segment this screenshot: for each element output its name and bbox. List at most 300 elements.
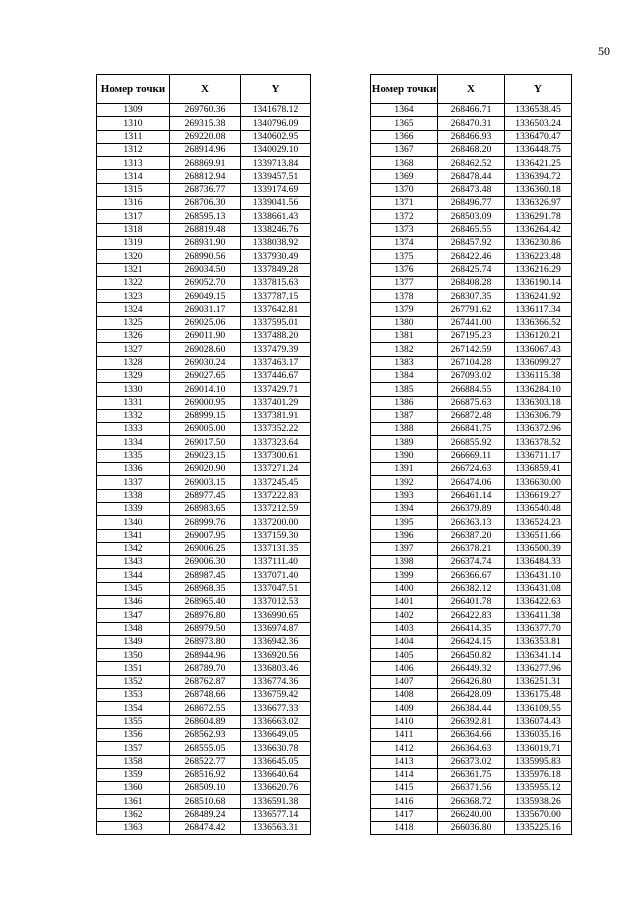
- y-coordinate-cell: 1336859.41: [505, 463, 572, 476]
- y-coordinate-cell: 1336563.31: [241, 822, 311, 835]
- y-coordinate-cell: 1336759.42: [241, 689, 311, 702]
- point-number-cell: 1411: [371, 728, 438, 741]
- point-number-cell: 1351: [97, 662, 170, 675]
- x-coordinate-cell: 268408.28: [438, 276, 505, 289]
- x-coordinate-cell: 268789.70: [170, 662, 241, 675]
- point-number-cell: 1384: [371, 369, 438, 382]
- x-coordinate-cell: 268489.24: [170, 808, 241, 821]
- x-coordinate-cell: 266426.80: [438, 675, 505, 688]
- point-number-cell: 1344: [97, 569, 170, 582]
- x-coordinate-cell: 268595.13: [170, 210, 241, 223]
- table-row: [97, 463, 311, 476]
- y-coordinate-cell: 1336326.97: [505, 197, 572, 210]
- table-row: [97, 622, 311, 635]
- coordinates-table-left: [96, 74, 311, 835]
- y-coordinate-cell: 1337479.39: [241, 343, 311, 356]
- table-row: [97, 516, 311, 529]
- x-coordinate-cell: 266374.74: [438, 556, 505, 569]
- x-coordinate-cell: 268457.92: [438, 236, 505, 249]
- y-coordinate-cell: 1336421.25: [505, 157, 572, 170]
- table-row: [371, 197, 572, 210]
- y-coordinate-cell: 1336303.18: [505, 396, 572, 409]
- table-row: [371, 104, 572, 117]
- table-row: [371, 396, 572, 409]
- table-row: [371, 303, 572, 316]
- x-coordinate-cell: 268965.40: [170, 595, 241, 608]
- x-coordinate-cell: 266378.21: [438, 542, 505, 555]
- point-number-cell: 1318: [97, 223, 170, 236]
- point-number-cell: 1327: [97, 343, 170, 356]
- y-coordinate-cell: 1337222.83: [241, 489, 311, 502]
- point-number-cell: 1320: [97, 250, 170, 263]
- y-coordinate-cell: 1340602.95: [241, 130, 311, 143]
- table-row: [371, 755, 572, 768]
- x-coordinate-cell: 269052.70: [170, 276, 241, 289]
- point-number-cell: 1324: [97, 303, 170, 316]
- point-number-cell: 1371: [371, 197, 438, 210]
- table-row: [97, 143, 311, 156]
- x-coordinate-cell: 268473.48: [438, 183, 505, 196]
- y-coordinate-cell: 1336264.42: [505, 223, 572, 236]
- point-number-cell: 1374: [371, 236, 438, 249]
- x-coordinate-cell: 269027.65: [170, 369, 241, 382]
- point-number-cell: 1355: [97, 715, 170, 728]
- y-coordinate-cell: 1336411.38: [505, 609, 572, 622]
- table-row: [371, 768, 572, 781]
- point-number-cell: 1360: [97, 782, 170, 795]
- table-row: [97, 183, 311, 196]
- table-row: [371, 489, 572, 502]
- x-coordinate-cell: 266449.32: [438, 662, 505, 675]
- table-row: [371, 662, 572, 675]
- x-coordinate-cell: 266361.75: [438, 768, 505, 781]
- x-coordinate-cell: 269007.95: [170, 529, 241, 542]
- table-row: [371, 689, 572, 702]
- point-number-cell: 1370: [371, 183, 438, 196]
- y-coordinate-cell: 1337271.24: [241, 463, 311, 476]
- y-coordinate-cell: 1337463.17: [241, 356, 311, 369]
- point-number-cell: 1350: [97, 649, 170, 662]
- point-number-cell: 1347: [97, 609, 170, 622]
- table-row: [371, 529, 572, 542]
- point-number-cell: 1316: [97, 197, 170, 210]
- x-coordinate-cell: 269760.36: [170, 104, 241, 117]
- header-x: X: [438, 75, 505, 104]
- table-row: [371, 343, 572, 356]
- table-row: [371, 250, 572, 263]
- table-header-row: [371, 75, 572, 104]
- coordinates-table-right-body: [371, 104, 572, 835]
- y-coordinate-cell: 1335976.18: [505, 768, 572, 781]
- table-row: [97, 689, 311, 702]
- y-coordinate-cell: 1335995.83: [505, 755, 572, 768]
- y-coordinate-cell: 1336353.81: [505, 635, 572, 648]
- y-coordinate-cell: 1335225.16: [505, 822, 572, 835]
- y-coordinate-cell: 1337446.67: [241, 369, 311, 382]
- x-coordinate-cell: 268869.91: [170, 157, 241, 170]
- table-row: [371, 117, 572, 130]
- table-row: [97, 409, 311, 422]
- y-coordinate-cell: 1336190.14: [505, 276, 572, 289]
- x-coordinate-cell: 268510.68: [170, 795, 241, 808]
- table-row: [371, 702, 572, 715]
- x-coordinate-cell: 266724.63: [438, 463, 505, 476]
- table-row: [97, 502, 311, 515]
- header-y: Y: [505, 75, 572, 104]
- table-row: [371, 556, 572, 569]
- table-row: [97, 369, 311, 382]
- point-number-cell: 1400: [371, 582, 438, 595]
- x-coordinate-cell: 266855.92: [438, 436, 505, 449]
- x-coordinate-cell: 266414.35: [438, 622, 505, 635]
- y-coordinate-cell: 1336645.05: [241, 755, 311, 768]
- x-coordinate-cell: 268465.55: [438, 223, 505, 236]
- point-number-cell: 1399: [371, 569, 438, 582]
- table-row: [371, 263, 572, 276]
- y-coordinate-cell: 1336230.86: [505, 236, 572, 249]
- table-row: [371, 316, 572, 329]
- x-coordinate-cell: 268983.65: [170, 502, 241, 515]
- table-row: [97, 675, 311, 688]
- y-coordinate-cell: 1339713.84: [241, 157, 311, 170]
- y-coordinate-cell: 1336711.17: [505, 449, 572, 462]
- table-row: [371, 516, 572, 529]
- coordinates-table-right: [370, 74, 572, 835]
- y-coordinate-cell: 1337300.61: [241, 449, 311, 462]
- table-row: [371, 210, 572, 223]
- x-coordinate-cell: 268422.46: [438, 250, 505, 263]
- table-row: [97, 170, 311, 183]
- table-row: [97, 755, 311, 768]
- y-coordinate-cell: 1337159.30: [241, 529, 311, 542]
- table-row: [371, 675, 572, 688]
- point-number-cell: 1319: [97, 236, 170, 249]
- table-row: [97, 276, 311, 289]
- y-coordinate-cell: 1338038.92: [241, 236, 311, 249]
- point-number-cell: 1379: [371, 303, 438, 316]
- table-row: [371, 330, 572, 343]
- y-coordinate-cell: 1337815.63: [241, 276, 311, 289]
- y-coordinate-cell: 1336216.29: [505, 263, 572, 276]
- point-number-cell: 1321: [97, 263, 170, 276]
- table-row: [371, 449, 572, 462]
- x-coordinate-cell: 268762.87: [170, 675, 241, 688]
- point-number-cell: 1342: [97, 542, 170, 555]
- point-number-cell: 1393: [371, 489, 438, 502]
- point-number-cell: 1354: [97, 702, 170, 715]
- point-number-cell: 1416: [371, 795, 438, 808]
- table-row: [371, 782, 572, 795]
- y-coordinate-cell: 1336067.43: [505, 343, 572, 356]
- point-number-cell: 1329: [97, 369, 170, 382]
- point-number-cell: 1382: [371, 343, 438, 356]
- point-number-cell: 1417: [371, 808, 438, 821]
- y-coordinate-cell: 1336920.56: [241, 649, 311, 662]
- y-coordinate-cell: 1337595.01: [241, 316, 311, 329]
- x-coordinate-cell: 269034.50: [170, 263, 241, 276]
- table-row: [371, 223, 572, 236]
- table-row: [97, 330, 311, 343]
- table-row: [371, 236, 572, 249]
- point-number-cell: 1369: [371, 170, 438, 183]
- point-number-cell: 1402: [371, 609, 438, 622]
- y-coordinate-cell: 1336511.66: [505, 529, 572, 542]
- x-coordinate-cell: 267142.59: [438, 343, 505, 356]
- x-coordinate-cell: 268468.20: [438, 143, 505, 156]
- x-coordinate-cell: 268555.05: [170, 742, 241, 755]
- table-row: [97, 822, 311, 835]
- x-coordinate-cell: 267195.23: [438, 330, 505, 343]
- y-coordinate-cell: 1335955.12: [505, 782, 572, 795]
- x-coordinate-cell: 269003.15: [170, 476, 241, 489]
- table-row: [97, 728, 311, 741]
- point-number-cell: 1337: [97, 476, 170, 489]
- y-coordinate-cell: 1336175.48: [505, 689, 572, 702]
- x-coordinate-cell: 266373.02: [438, 755, 505, 768]
- y-coordinate-cell: 1341678.12: [241, 104, 311, 117]
- table-row: [97, 702, 311, 715]
- x-coordinate-cell: 268516.92: [170, 768, 241, 781]
- table-row: [371, 409, 572, 422]
- x-coordinate-cell: 268307.35: [438, 290, 505, 303]
- table-row: [371, 622, 572, 635]
- x-coordinate-cell: 268999.76: [170, 516, 241, 529]
- x-coordinate-cell: 266841.75: [438, 423, 505, 436]
- x-coordinate-cell: 268503.09: [438, 210, 505, 223]
- point-number-cell: 1328: [97, 356, 170, 369]
- y-coordinate-cell: 1337787.15: [241, 290, 311, 303]
- point-number-cell: 1362: [97, 808, 170, 821]
- table-row: [97, 117, 311, 130]
- point-number-cell: 1372: [371, 210, 438, 223]
- header-y: Y: [241, 75, 311, 104]
- table-row: [371, 542, 572, 555]
- x-coordinate-cell: 268999.15: [170, 409, 241, 422]
- table-row: [97, 795, 311, 808]
- point-number-cell: 1310: [97, 117, 170, 130]
- table-row: [371, 502, 572, 515]
- point-number-cell: 1396: [371, 529, 438, 542]
- x-coordinate-cell: 267093.02: [438, 369, 505, 382]
- x-coordinate-cell: 268466.93: [438, 130, 505, 143]
- y-coordinate-cell: 1335670.00: [505, 808, 572, 821]
- y-coordinate-cell: 1336470.47: [505, 130, 572, 143]
- point-number-cell: 1407: [371, 675, 438, 688]
- table-row: [97, 476, 311, 489]
- table-row: [371, 582, 572, 595]
- point-number-cell: 1412: [371, 742, 438, 755]
- y-coordinate-cell: 1336538.45: [505, 104, 572, 117]
- x-coordinate-cell: 269028.60: [170, 343, 241, 356]
- point-number-cell: 1365: [371, 117, 438, 130]
- point-number-cell: 1385: [371, 383, 438, 396]
- y-coordinate-cell: 1336649.05: [241, 728, 311, 741]
- table-row: [97, 635, 311, 648]
- point-number-cell: 1375: [371, 250, 438, 263]
- table-row: [97, 396, 311, 409]
- x-coordinate-cell: 268706.30: [170, 197, 241, 210]
- x-coordinate-cell: 268914.96: [170, 143, 241, 156]
- y-coordinate-cell: 1336223.48: [505, 250, 572, 263]
- x-coordinate-cell: 268425.74: [438, 263, 505, 276]
- table-row: [97, 316, 311, 329]
- point-number-cell: 1322: [97, 276, 170, 289]
- y-coordinate-cell: 1336019.71: [505, 742, 572, 755]
- x-coordinate-cell: 269220.08: [170, 130, 241, 143]
- table-row: [97, 263, 311, 276]
- y-coordinate-cell: 1336677.33: [241, 702, 311, 715]
- point-number-cell: 1392: [371, 476, 438, 489]
- x-coordinate-cell: 266875.63: [438, 396, 505, 409]
- point-number-cell: 1397: [371, 542, 438, 555]
- point-number-cell: 1356: [97, 728, 170, 741]
- table-row: [97, 130, 311, 143]
- y-coordinate-cell: 1336630.00: [505, 476, 572, 489]
- x-coordinate-cell: 269031.17: [170, 303, 241, 316]
- table-row: [97, 542, 311, 555]
- y-coordinate-cell: 1337012.53: [241, 595, 311, 608]
- x-coordinate-cell: 266392.81: [438, 715, 505, 728]
- y-coordinate-cell: 1336277.96: [505, 662, 572, 675]
- x-coordinate-cell: 268736.77: [170, 183, 241, 196]
- y-coordinate-cell: 1337047.51: [241, 582, 311, 595]
- point-number-cell: 1380: [371, 316, 438, 329]
- y-coordinate-cell: 1336291.78: [505, 210, 572, 223]
- x-coordinate-cell: 266368.72: [438, 795, 505, 808]
- point-number-cell: 1388: [371, 423, 438, 436]
- x-coordinate-cell: 266366.67: [438, 569, 505, 582]
- x-coordinate-cell: 266371.56: [438, 782, 505, 795]
- table-row: [97, 582, 311, 595]
- point-number-cell: 1346: [97, 595, 170, 608]
- x-coordinate-cell: 266036.80: [438, 822, 505, 835]
- x-coordinate-cell: 268990.56: [170, 250, 241, 263]
- table-row: [371, 290, 572, 303]
- table-row: [371, 649, 572, 662]
- point-number-cell: 1404: [371, 635, 438, 648]
- table-row: [97, 529, 311, 542]
- table-row: [371, 276, 572, 289]
- table-row: [371, 569, 572, 582]
- x-coordinate-cell: 268496.77: [438, 197, 505, 210]
- y-coordinate-cell: 1339041.56: [241, 197, 311, 210]
- point-number-cell: 1331: [97, 396, 170, 409]
- point-number-cell: 1309: [97, 104, 170, 117]
- point-number-cell: 1325: [97, 316, 170, 329]
- x-coordinate-cell: 266422.83: [438, 609, 505, 622]
- x-coordinate-cell: 269006.30: [170, 556, 241, 569]
- y-coordinate-cell: 1336378.52: [505, 436, 572, 449]
- x-coordinate-cell: 269023.15: [170, 449, 241, 462]
- y-coordinate-cell: 1336431.08: [505, 582, 572, 595]
- x-coordinate-cell: 266384.44: [438, 702, 505, 715]
- point-number-cell: 1414: [371, 768, 438, 781]
- table-row: [97, 715, 311, 728]
- y-coordinate-cell: 1337488.20: [241, 330, 311, 343]
- x-coordinate-cell: 269025.06: [170, 316, 241, 329]
- x-coordinate-cell: 269014.10: [170, 383, 241, 396]
- x-coordinate-cell: 267441.00: [438, 316, 505, 329]
- y-coordinate-cell: 1336591.38: [241, 795, 311, 808]
- table-row: [97, 250, 311, 263]
- y-coordinate-cell: 1336448.75: [505, 143, 572, 156]
- y-coordinate-cell: 1336503.24: [505, 117, 572, 130]
- point-number-cell: 1335: [97, 449, 170, 462]
- point-number-cell: 1401: [371, 595, 438, 608]
- header-x: X: [170, 75, 241, 104]
- point-number-cell: 1405: [371, 649, 438, 662]
- y-coordinate-cell: 1337131.35: [241, 542, 311, 555]
- point-number-cell: 1352: [97, 675, 170, 688]
- point-number-cell: 1403: [371, 622, 438, 635]
- table-row: [371, 635, 572, 648]
- x-coordinate-cell: 267104.28: [438, 356, 505, 369]
- y-coordinate-cell: 1336377.70: [505, 622, 572, 635]
- y-coordinate-cell: 1336394.72: [505, 170, 572, 183]
- y-coordinate-cell: 1336577.14: [241, 808, 311, 821]
- point-number-cell: 1349: [97, 635, 170, 648]
- y-coordinate-cell: 1336115.38: [505, 369, 572, 382]
- table-row: [97, 662, 311, 675]
- y-coordinate-cell: 1336117.34: [505, 303, 572, 316]
- x-coordinate-cell: 268973.80: [170, 635, 241, 648]
- table-row: [97, 556, 311, 569]
- y-coordinate-cell: 1337071.40: [241, 569, 311, 582]
- x-coordinate-cell: 268968.35: [170, 582, 241, 595]
- x-coordinate-cell: 266884.55: [438, 383, 505, 396]
- x-coordinate-cell: 268466.71: [438, 104, 505, 117]
- table-row: [371, 423, 572, 436]
- point-number-cell: 1313: [97, 157, 170, 170]
- table-row: [97, 808, 311, 821]
- x-coordinate-cell: 266424.15: [438, 635, 505, 648]
- point-number-cell: 1390: [371, 449, 438, 462]
- x-coordinate-cell: 268987.45: [170, 569, 241, 582]
- y-coordinate-cell: 1337642.81: [241, 303, 311, 316]
- point-number-cell: 1376: [371, 263, 438, 276]
- x-coordinate-cell: 268562.93: [170, 728, 241, 741]
- point-number-cell: 1386: [371, 396, 438, 409]
- x-coordinate-cell: 266379.89: [438, 502, 505, 515]
- x-coordinate-cell: 268819.48: [170, 223, 241, 236]
- y-coordinate-cell: 1340796.09: [241, 117, 311, 130]
- point-number-cell: 1358: [97, 755, 170, 768]
- table-row: [371, 436, 572, 449]
- point-number-cell: 1333: [97, 423, 170, 436]
- table-row: [371, 143, 572, 156]
- point-number-cell: 1368: [371, 157, 438, 170]
- y-coordinate-cell: 1337849.28: [241, 263, 311, 276]
- table-row: [371, 383, 572, 396]
- x-coordinate-cell: 268748.66: [170, 689, 241, 702]
- x-coordinate-cell: 268470.31: [438, 117, 505, 130]
- y-coordinate-cell: 1336990.65: [241, 609, 311, 622]
- y-coordinate-cell: 1339174.69: [241, 183, 311, 196]
- x-coordinate-cell: 266461.14: [438, 489, 505, 502]
- point-number-cell: 1317: [97, 210, 170, 223]
- point-number-cell: 1311: [97, 130, 170, 143]
- point-number-cell: 1359: [97, 768, 170, 781]
- point-number-cell: 1343: [97, 556, 170, 569]
- y-coordinate-cell: 1340029.10: [241, 143, 311, 156]
- y-coordinate-cell: 1336630.78: [241, 742, 311, 755]
- point-number-cell: 1332: [97, 409, 170, 422]
- y-coordinate-cell: 1336306.79: [505, 409, 572, 422]
- x-coordinate-cell: 268812.94: [170, 170, 241, 183]
- table-row: [97, 223, 311, 236]
- y-coordinate-cell: 1336619.27: [505, 489, 572, 502]
- y-coordinate-cell: 1337245.45: [241, 476, 311, 489]
